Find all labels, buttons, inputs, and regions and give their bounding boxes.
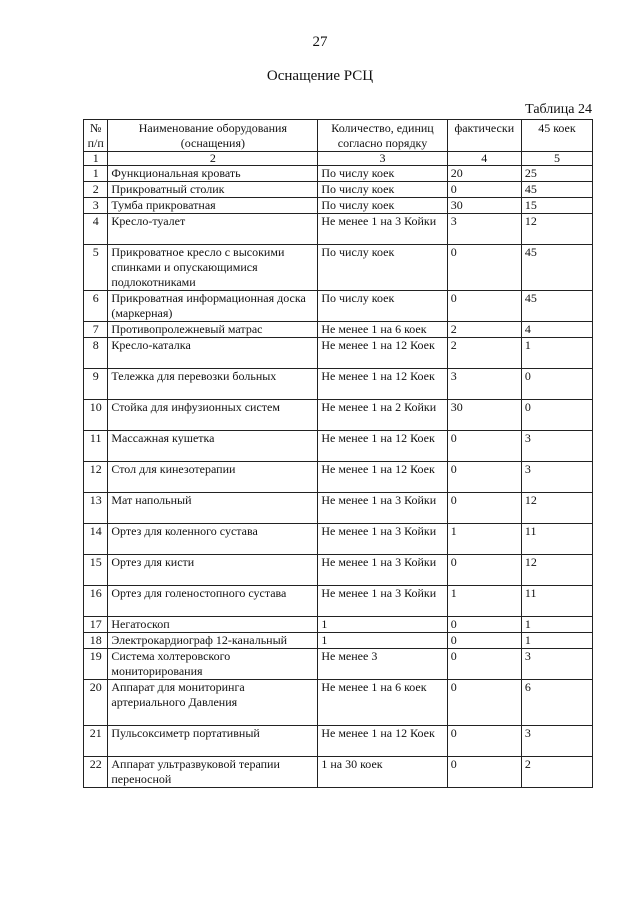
column-index-row [84,152,593,166]
row-required-quantity: По числу коек [318,166,447,182]
column-index: 2 [108,152,318,166]
row-required-quantity: По числу коек [318,291,447,322]
row-equipment-name: Тумба прикроватная [108,198,318,214]
table-row [84,555,593,586]
row-actual: 1 [447,586,521,617]
row-equipment-name: Электрокардиограф 12-канальный [108,633,318,649]
row-45-beds: 3 [521,649,592,680]
table-row [84,431,593,462]
row-actual: 20 [447,166,521,182]
table-row [84,400,593,431]
row-number: 20 [84,680,108,726]
row-45-beds: 2 [521,757,592,788]
row-equipment-name: Стол для кинезотерапии [108,462,318,493]
row-45-beds: 12 [521,214,592,245]
row-equipment-name: Кресло-туалет [108,214,318,245]
row-required-quantity: Не менее 3 [318,649,447,680]
row-required-quantity: 1 [318,617,447,633]
table-row [84,649,593,680]
row-actual: 0 [447,182,521,198]
row-equipment-name: Кресло-каталка [108,338,318,369]
row-number: 16 [84,586,108,617]
row-required-quantity: По числу коек [318,198,447,214]
row-equipment-name: Прикроватное кресло с высокими спинками и опускающимися подлокотниками [108,245,318,291]
row-number: 18 [84,633,108,649]
row-number: 22 [84,757,108,788]
row-actual: 0 [447,726,521,757]
row-equipment-name: Ортез для голеностопного сустава [108,586,318,617]
row-number: 6 [84,291,108,322]
row-equipment-name: Массажная кушетка [108,431,318,462]
row-required-quantity: По числу коек [318,182,447,198]
row-equipment-name: Ортез для кисти [108,555,318,586]
row-45-beds: 12 [521,555,592,586]
table-row [84,322,593,338]
row-required-quantity: 1 [318,633,447,649]
header-actual: фактически [447,120,521,152]
row-actual: 0 [447,649,521,680]
row-required-quantity: По числу коек [318,245,447,291]
column-index: 1 [84,152,108,166]
column-index: 3 [318,152,447,166]
row-number: 21 [84,726,108,757]
row-45-beds: 15 [521,198,592,214]
table-row [84,757,593,788]
row-45-beds: 45 [521,245,592,291]
row-45-beds: 12 [521,493,592,524]
row-number: 9 [84,369,108,400]
row-required-quantity: Не менее 1 на 12 Коек [318,369,447,400]
equipment-table [83,119,593,788]
table-row [84,617,593,633]
table-row [84,633,593,649]
row-actual: 0 [447,757,521,788]
page-number: 27 [312,34,328,50]
row-number: 19 [84,649,108,680]
table-row [84,369,593,400]
row-equipment-name: Аппарат для мониторинга артериального Давления [108,680,318,726]
table-row [84,493,593,524]
row-number: 3 [84,198,108,214]
row-actual: 0 [447,680,521,726]
row-actual: 0 [447,493,521,524]
row-45-beds: 3 [521,431,592,462]
page-title: Оснащение РСЦ [266,68,374,84]
row-number: 13 [84,493,108,524]
row-actual: 2 [447,338,521,369]
row-number: 8 [84,338,108,369]
table-row [84,245,593,291]
row-required-quantity: Не менее 1 на 6 коек [318,322,447,338]
row-equipment-name: Негатоскоп [108,617,318,633]
row-45-beds: 1 [521,633,592,649]
row-45-beds: 0 [521,369,592,400]
row-number: 7 [84,322,108,338]
row-required-quantity: Не менее 1 на 2 Койки [318,400,447,431]
header-row [84,120,593,152]
row-number: 1 [84,166,108,182]
row-required-quantity: Не менее 1 на 3 Койки [318,524,447,555]
row-45-beds: 11 [521,586,592,617]
row-actual: 30 [447,400,521,431]
row-45-beds: 6 [521,680,592,726]
column-index: 5 [521,152,592,166]
table-body [84,166,593,788]
table-caption: Таблица 24 [525,102,592,117]
row-equipment-name: Прикроватный столик [108,182,318,198]
row-45-beds: 11 [521,524,592,555]
table-row [84,462,593,493]
row-actual: 1 [447,524,521,555]
table-row [84,166,593,182]
header-number: № п/п [84,120,108,152]
row-actual: 2 [447,322,521,338]
row-number: 2 [84,182,108,198]
row-required-quantity: Не менее 1 на 3 Койки [318,493,447,524]
row-actual: 30 [447,198,521,214]
row-45-beds: 45 [521,182,592,198]
row-equipment-name: Мат напольный [108,493,318,524]
row-actual: 0 [447,462,521,493]
row-actual: 0 [447,431,521,462]
row-number: 4 [84,214,108,245]
table-row [84,198,593,214]
row-equipment-name: Пульсоксиметр портативный [108,726,318,757]
row-actual: 0 [447,291,521,322]
row-equipment-name: Стойка для инфузионных систем [108,400,318,431]
table-row [84,726,593,757]
table-row [84,586,593,617]
row-number: 5 [84,245,108,291]
row-required-quantity: Не менее 1 на 3 Койки [318,586,447,617]
column-index: 4 [447,152,521,166]
row-45-beds: 3 [521,462,592,493]
row-number: 12 [84,462,108,493]
table-row [84,214,593,245]
row-45-beds: 4 [521,322,592,338]
header-required-quantity: Количество, единиц согласно порядку [318,120,447,152]
row-equipment-name: Аппарат ультразвуковой терапии переносной [108,757,318,788]
table-row [84,524,593,555]
row-required-quantity: Не менее 1 на 3 Койки [318,555,447,586]
row-45-beds: 45 [521,291,592,322]
row-equipment-name: Функциональная кровать [108,166,318,182]
header-45-beds: 45 коек [521,120,592,152]
row-equipment-name: Ортез для коленного сустава [108,524,318,555]
row-number: 11 [84,431,108,462]
row-required-quantity: Не менее 1 на 12 Коек [318,726,447,757]
row-number: 10 [84,400,108,431]
row-45-beds: 25 [521,166,592,182]
row-actual: 0 [447,555,521,586]
row-actual: 0 [447,633,521,649]
row-actual: 3 [447,214,521,245]
row-45-beds: 1 [521,617,592,633]
row-45-beds: 0 [521,400,592,431]
table-row [84,291,593,322]
header-equipment-name: Наименование оборудования (оснащения) [108,120,318,152]
row-required-quantity: Не менее 1 на 3 Койки [318,214,447,245]
row-actual: 0 [447,245,521,291]
table-row [84,182,593,198]
row-required-quantity: Не менее 1 на 12 Коек [318,338,447,369]
row-equipment-name: Прикроватная информационная доска (маркерная) [108,291,318,322]
table-row [84,338,593,369]
row-45-beds: 1 [521,338,592,369]
row-required-quantity: Не менее 1 на 6 коек [318,680,447,726]
row-equipment-name: Противопролежневый матрас [108,322,318,338]
row-number: 15 [84,555,108,586]
row-actual: 3 [447,369,521,400]
row-required-quantity: Не менее 1 на 12 Коек [318,431,447,462]
row-number: 17 [84,617,108,633]
row-required-quantity: Не менее 1 на 12 Коек [318,462,447,493]
row-actual: 0 [447,617,521,633]
row-45-beds: 3 [521,726,592,757]
row-required-quantity: 1 на 30 коек [318,757,447,788]
row-number: 14 [84,524,108,555]
table-row [84,680,593,726]
row-equipment-name: Тележка для перевозки больных [108,369,318,400]
row-equipment-name: Система холтеровского мониторирования [108,649,318,680]
